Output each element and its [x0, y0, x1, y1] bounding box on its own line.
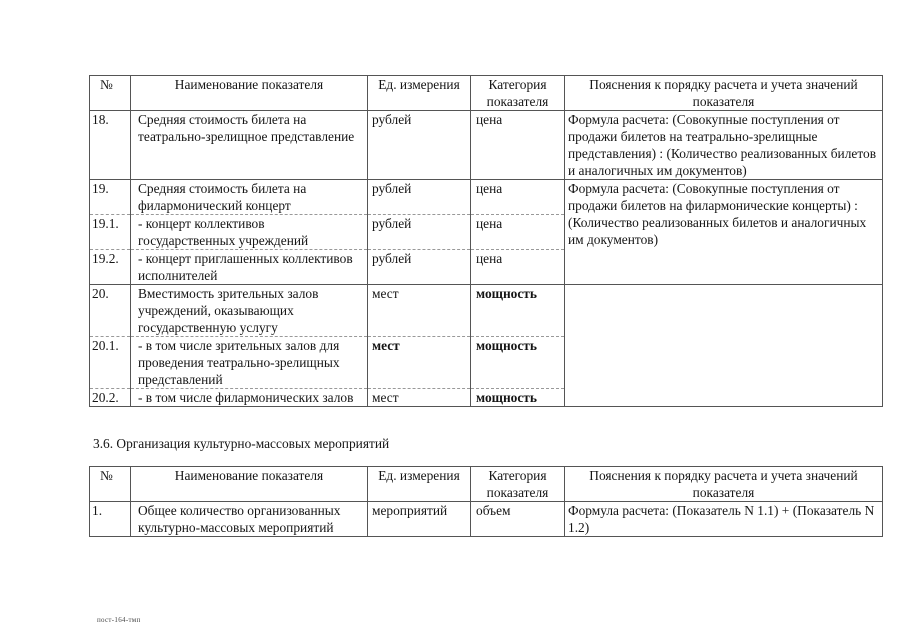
header-name: Наименование показателя	[131, 76, 368, 111]
row-number: 20.2.	[90, 389, 131, 407]
header-no: №	[90, 76, 131, 111]
row-number: 20.	[90, 285, 131, 337]
table-header-row	[90, 76, 883, 111]
indicator-explanation-empty	[565, 285, 883, 407]
indicator-unit: рублей	[368, 250, 471, 285]
indicator-unit: мероприятий	[368, 502, 471, 537]
indicator-category: цена	[471, 111, 565, 180]
header-category: Категория показателя	[471, 467, 565, 502]
header-category: Категория показателя	[471, 76, 565, 111]
indicator-name: - в том числе зрительных залов для проведения театрально-зрелищных представлений	[131, 337, 368, 389]
indicator-unit: мест	[368, 389, 471, 407]
row-number: 18.	[90, 111, 131, 180]
indicator-name: Средняя стоимость билета на театрально-зрелищное представление	[131, 111, 368, 180]
table-row	[90, 502, 883, 537]
header-name: Наименование показателя	[131, 467, 368, 502]
indicator-name: - концерт приглашенных коллективов исполнителей	[131, 250, 368, 285]
row-number: 20.1.	[90, 337, 131, 389]
indicator-name: Общее количество организованных культурно-массовых мероприятий	[131, 502, 368, 537]
indicators-table-1	[89, 75, 883, 407]
indicator-unit: мест	[368, 285, 471, 337]
indicators-table-2	[89, 466, 883, 537]
indicator-unit: рублей	[368, 111, 471, 180]
indicator-unit: рублей	[368, 180, 471, 215]
indicator-unit: мест	[368, 337, 471, 389]
indicator-explanation: Формула расчета: (Совокупные поступления от продажи билетов на филармонические концерты) : (Количество реализованных билетов и аналогичных им документов)	[565, 180, 883, 285]
indicator-explanation: Формула расчета: (Совокупные поступления от продажи билетов на театрально-зрелищные представления) : (Количество реализованных билетов и аналогичных им документов)	[565, 111, 883, 180]
table-header-row	[90, 467, 883, 502]
header-unit: Ед. измерения	[368, 76, 471, 111]
row-number: 1.	[90, 502, 131, 537]
section-heading: 3.6. Организация культурно-массовых мероприятий	[93, 436, 390, 451]
table-row	[90, 111, 883, 180]
indicator-category: цена	[471, 215, 565, 250]
indicator-category: мощность	[471, 285, 565, 337]
header-unit: Ед. измерения	[368, 467, 471, 502]
row-number: 19.1.	[90, 215, 131, 250]
indicator-category: объем	[471, 502, 565, 537]
indicator-category: цена	[471, 180, 565, 215]
table-row	[90, 285, 883, 337]
indicator-category: мощность	[471, 337, 565, 389]
indicator-category: цена	[471, 250, 565, 285]
indicator-name: Средняя стоимость билета на филармонический концерт	[131, 180, 368, 215]
indicator-unit: рублей	[368, 215, 471, 250]
indicator-name: Вместимость зрительных залов учреждений, оказывающих государственную услугу	[131, 285, 368, 337]
indicator-name: - в том числе филармонических залов	[131, 389, 368, 407]
indicator-name: - концерт коллективов государственных учреждений	[131, 215, 368, 250]
header-explanation: Пояснения к порядку расчета и учета значений показателя	[565, 76, 883, 111]
row-number: 19.2.	[90, 250, 131, 285]
indicator-category: мощность	[471, 389, 565, 407]
table-row	[90, 180, 883, 215]
indicator-explanation: Формула расчета: (Показатель N 1.1) + (Показатель N 1.2)	[565, 502, 883, 537]
header-no: №	[90, 467, 131, 502]
row-number: 19.	[90, 180, 131, 215]
header-explanation: Пояснения к порядку расчета и учета значений показателя	[565, 467, 883, 502]
footer-note: пост-164-тмп	[97, 616, 141, 624]
